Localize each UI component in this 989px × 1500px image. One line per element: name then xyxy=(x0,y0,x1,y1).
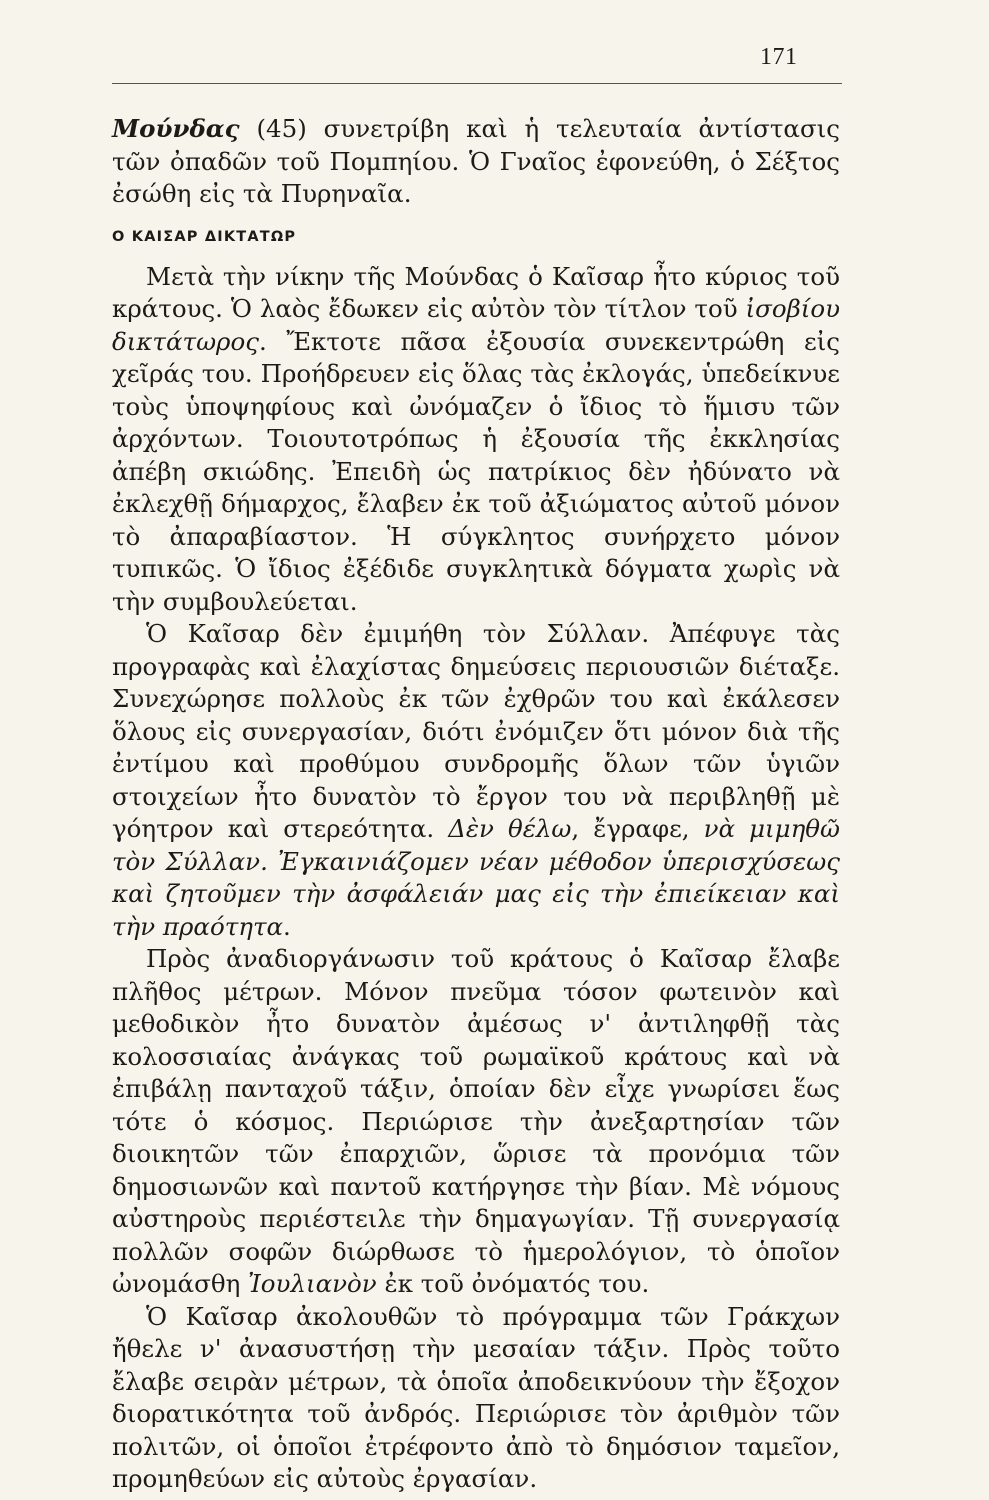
p3-text-a: Πρὸς ἀναδιοργάνωσιν τοῦ κράτους ὁ Καῖσαρ ἔλαβε πλῆθος μέτρων. Μόνον πνεῦμα τόσον φωτεινὸν καὶ μεθοδικὸν ἦτο δυνατὸν ἀμέσως ν' ἀντιληφθῇ τὰς κολοσσιαίας ἀνάγκας τοῦ ρωμαϊκοῦ κράτους καὶ νὰ ἐπιβάλῃ πανταχοῦ τάξιν, ὁποίαν δὲν εἶχε γνωρίσει ἕως τότε ὁ κόσμος. Περιώρισε τὴν ἀνεξαρτησίαν τῶν διοικητῶν τῶν ἐπαρχιῶν, ὥρισε τὰ προνόμια τῶν δημοσιωνῶν καὶ παντοῦ κατήργησε τὴν βίαν. Μὲ νόμους αὐστηροὺς περιέστειλε τὴν δημαγωγίαν. Τῇ συνεργασίᾳ πολλῶν σοφῶν διώρθωσε τὸ ἡμερολόγιον, τὸ ὁποῖον ὠνομάσθη xyxy=(112,944,840,1298)
p2-text-a: Ὁ Καῖσαρ δὲν ἐμιμήθη τὸν Σύλλαν. Ἀπέφυγε τὰς προγραφὰς καὶ ἐλαχίστας δημεύσεις περιουσιῶν διέταξε. Συνεχώρησε πολλοὺς ἐκ τῶν ἐχθρῶν του καὶ ἐκάλεσεν ὅλους εἰς συνεργασίαν, διότι ἐνόμιζεν ὅτι μόνον διὰ τῆς ἐντίμου καὶ προθύμου συνδρομῆς ὅλων τῶν ὑγιῶν στοιχείων ἦτο δυνατὸν τὸ ἔργον του νὰ περιβληθῇ μὲ γόητρον καὶ στερεότητα. xyxy=(112,619,840,843)
section-heading: Ο ΚΑΙΣΑΡ ΔΙΚΤΑΤΩΡ xyxy=(112,228,297,245)
p3-text-b: ἐκ τοῦ ὀνόματός του. xyxy=(376,1269,650,1298)
intro-paragraph xyxy=(112,113,840,211)
p2-quote-2: νὰ μιμηθῶ τὸν Σύλλαν. Ἐγκαινιάζομεν νέαν μέθοδον ὑπερισχύσεως καὶ ζητοῦμεν τὴν ἀσφάλειάν μας εἰς τὴν ἐπιείκειαν καὶ τὴν πραότητα xyxy=(112,814,840,941)
p3-calendar-italic: Ἰουλιανὸν xyxy=(248,1269,377,1298)
p4-text-a: Ὁ Καῖσαρ ἀκολουθῶν τὸ πρόγραμμα τῶν Γράκχων ἤθελε ν' ἀνασυστήσῃ τὴν μεσαίαν τάξιν. Πρὸς τοῦτο ἔλαβε σειρὰν μέτρων, τὰ ὁποῖα ἀποδεικνύουν τὴν ἔξοχον διορατικότητα τοῦ ἀνδρός. Περιώρισε τὸν ἀριθμὸν τῶν πολιτῶν, οἱ ὁποῖοι ἐτρέφοντο ἀπὸ τὸ δημόσιον ταμεῖον, προμηθεύων εἰς αὐτοὺς ἐργασίαν. xyxy=(112,1301,840,1493)
p1-title-italic: ἰσοβίου δικτάτωρος xyxy=(112,294,840,356)
p2-text-c: . xyxy=(283,911,291,941)
page-number: 171 xyxy=(760,44,798,70)
intro-text: (45) συνετρίβη καὶ ἡ τελευταία ἀντίστασις τῶν ὀπαδῶν τοῦ Πομπηίου. Ὁ Γναῖος ἐφονεύθη, ὁ Σέξτος ἐσώθη εἰς τὰ Πυρηναῖα. xyxy=(112,114,840,208)
intro-lead-term: Μούνδας xyxy=(112,114,240,143)
page-body xyxy=(112,113,840,1496)
header-rule xyxy=(112,83,842,84)
p2-quote-1: Δὲν θέλω xyxy=(448,814,572,843)
paragraph-2 xyxy=(112,618,840,943)
paragraph-1 xyxy=(112,261,840,619)
p1-text-a: Μετὰ τὴν νίκην τῆς Μούνδας ὁ Καῖσαρ ἦτο κύριος τοῦ κράτους. Ὁ λαὸς ἔδωκεν εἰς αὐτὸν τὸν τίτλον τοῦ xyxy=(112,261,840,323)
p1-text-b: . Ἔκτοτε πᾶσα ἐξουσία συνεκεντρώθη εἰς χεῖράς του. Προήδρευεν εἰς ὅλας τὰς ἐκλογάς, ὑπεδείκνυε τοὺς ὑποψηφίους καὶ ὠνόμαζεν ὁ ἴδιος τὸ ἥμισυ τῶν ἀρχόντων. Τοιουτοτρόπως ἡ ἐξουσία τῆς ἐκκλησίας ἀπέβη σκιώδης. Ἐπειδὴ ὡς πατρίκιος δὲν ἠδύνατο νὰ ἐκλεχθῇ δήμαρχος, ἔλαβεν ἐκ τοῦ ἀξιώματος αὐτοῦ μόνον τὸ ἀπαραβίαστον. Ἡ σύγκλητος συνήρχετο μόνον τυπικῶς. Ὁ ἴδιος ἐξέδιδε συγκλητικὰ δόγματα χωρὶς νὰ τὴν συμβουλεύεται. xyxy=(112,326,840,616)
paragraph-3 xyxy=(112,943,840,1301)
p2-text-b: , ἔγραφε, xyxy=(571,814,704,843)
paragraph-4 xyxy=(112,1301,840,1496)
